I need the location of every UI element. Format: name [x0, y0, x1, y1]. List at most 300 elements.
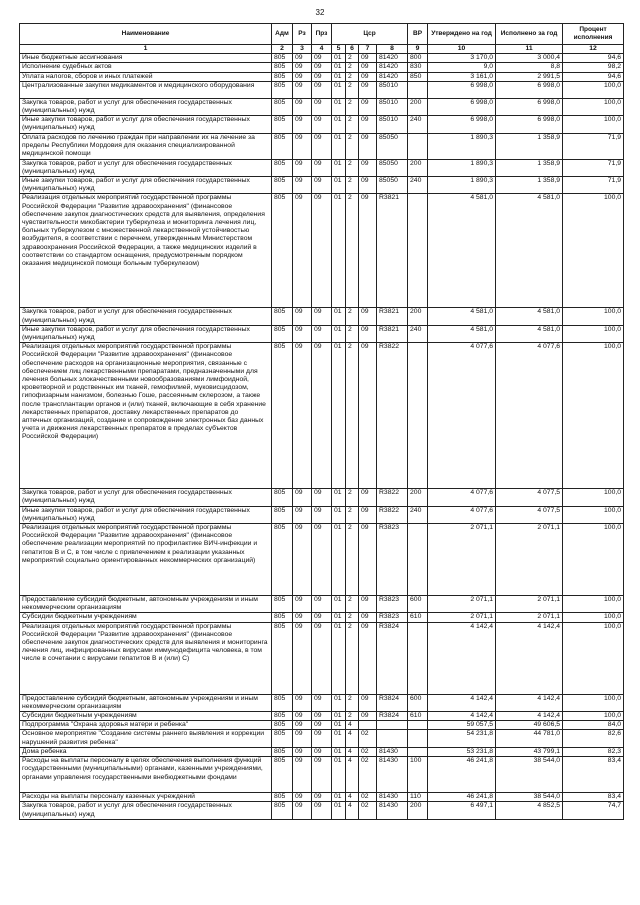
row-adm: 805: [272, 747, 293, 756]
row-csr-event: 09: [359, 343, 377, 489]
header-executed: Исполнено за год: [496, 24, 563, 45]
row-percent: 98,2: [563, 63, 624, 72]
column-number: 5: [332, 45, 346, 54]
table-row: [20, 712, 624, 721]
row-csr-direction: 85050: [377, 177, 408, 194]
row-csr-direction: [377, 730, 408, 747]
row-name: Субсидии бюджетным учреждениям: [20, 712, 272, 721]
row-executed: 4 581,0: [496, 308, 563, 325]
row-percent: 100,0: [563, 596, 624, 613]
row-csr-subprogram: 2: [346, 177, 359, 194]
table-row: [20, 506, 624, 523]
row-prz: 09: [312, 177, 332, 194]
row-csr-direction: R3822: [377, 343, 408, 489]
row-rz: 09: [293, 159, 312, 176]
row-adm: 805: [272, 177, 293, 194]
row-csr-direction: 81430: [377, 757, 408, 793]
row-vr: 100: [408, 757, 428, 793]
row-approved: 4 581,0: [428, 308, 496, 325]
row-rz: 09: [293, 133, 312, 159]
row-csr-subprogram: 2: [346, 159, 359, 176]
row-adm: 805: [272, 730, 293, 747]
row-rz: 09: [293, 596, 312, 613]
row-adm: 805: [272, 98, 293, 115]
row-prz: 09: [312, 489, 332, 506]
row-name: Подпрограмма "Охрана здоровья матери и ребенка": [20, 721, 272, 730]
row-csr-event: [359, 721, 377, 730]
row-csr-direction: 81420: [377, 72, 408, 81]
row-vr: [408, 81, 428, 98]
row-prz: 09: [312, 694, 332, 711]
row-prz: 09: [312, 721, 332, 730]
row-name: Иные закупки товаров, работ и услуг для обеспечения государственных (муниципальных) нужд: [20, 325, 272, 342]
row-percent: 84,0: [563, 721, 624, 730]
row-approved: 4 581,0: [428, 325, 496, 342]
row-executed: 6 998,0: [496, 81, 563, 98]
row-percent: 82,6: [563, 730, 624, 747]
table-row: [20, 694, 624, 711]
table-row: [20, 524, 624, 596]
row-csr-direction: R3821: [377, 194, 408, 308]
row-csr-program: 01: [332, 489, 346, 506]
row-csr-direction: 85050: [377, 159, 408, 176]
row-csr-event: 09: [359, 177, 377, 194]
row-csr-event: 09: [359, 489, 377, 506]
row-vr: 240: [408, 177, 428, 194]
row-name: Реализация отдельных мероприятий государственной программы Российской Федерации "Развитие здравоохранения" (финансовое обеспечение закупок диагностических средств для выявления, определения чувствительности микобактерии туберкулеза и мониторинга лечения лиц, больных туберкулезом с множественной лекарственной устойчивостью возбудителя, в соответствии с перечнем, утвержденным Министерством здравоохранения Российской Федерации, а также медицинских изделий в соответствии со стандартом оснащения, предусмотренным порядком оказания медицинской помощи больным туберкулезом): [20, 194, 272, 308]
column-number: 4: [312, 45, 332, 54]
table-row: [20, 177, 624, 194]
table-row: [20, 98, 624, 115]
row-prz: 09: [312, 622, 332, 694]
row-vr: [408, 622, 428, 694]
row-name: Иные закупки товаров, работ и услуг для обеспечения государственных (муниципальных) нужд: [20, 177, 272, 194]
row-csr-event: 09: [359, 63, 377, 72]
row-csr-direction: 81430: [377, 802, 408, 819]
row-name: Реализация отдельных мероприятий государственной программы Российской Федерации "Развитие здравоохранения" (финансовое обеспечение реализации мероприятий по профилактике ВИЧ-инфекции и гепатитов В и С, в том числе с привлечением к реализации указанных мероприятий социально ориентированных некоммерческих организаций): [20, 524, 272, 596]
row-vr: [408, 194, 428, 308]
row-approved: 54 231,8: [428, 730, 496, 747]
row-csr-direction: R3822: [377, 489, 408, 506]
row-csr-program: 01: [332, 622, 346, 694]
row-name: Закупка товаров, работ и услуг для обеспечения государственных (муниципальных) нужд: [20, 802, 272, 819]
row-vr: 600: [408, 596, 428, 613]
row-executed: 2 991,5: [496, 72, 563, 81]
row-vr: 200: [408, 802, 428, 819]
row-approved: 4 077,6: [428, 489, 496, 506]
row-percent: 83,4: [563, 793, 624, 802]
row-csr-event: 09: [359, 506, 377, 523]
row-csr-subprogram: 2: [346, 524, 359, 596]
row-adm: 805: [272, 721, 293, 730]
row-rz: 09: [293, 343, 312, 489]
row-csr-direction: R3823: [377, 596, 408, 613]
row-approved: 2 071,1: [428, 613, 496, 622]
row-csr-event: 09: [359, 325, 377, 342]
row-vr: [408, 133, 428, 159]
row-vr: [408, 721, 428, 730]
row-executed: 2 071,1: [496, 524, 563, 596]
row-vr: [408, 747, 428, 756]
row-approved: 6 497,1: [428, 802, 496, 819]
row-percent: 100,0: [563, 489, 624, 506]
row-csr-direction: R3824: [377, 622, 408, 694]
row-executed: 1 358,9: [496, 133, 563, 159]
row-approved: 4 077,6: [428, 343, 496, 489]
row-csr-direction: R3824: [377, 712, 408, 721]
row-prz: 09: [312, 343, 332, 489]
row-csr-subprogram: 2: [346, 694, 359, 711]
row-csr-event: 09: [359, 613, 377, 622]
table-row: [20, 72, 624, 81]
row-name: Иные бюджетные ассигнования: [20, 54, 272, 63]
row-executed: 4 581,0: [496, 325, 563, 342]
row-adm: 805: [272, 116, 293, 133]
row-rz: 09: [293, 489, 312, 506]
row-csr-subprogram: 2: [346, 116, 359, 133]
row-percent: 100,0: [563, 712, 624, 721]
row-prz: 09: [312, 116, 332, 133]
row-prz: 09: [312, 730, 332, 747]
row-csr-program: 01: [332, 98, 346, 115]
row-csr-subprogram: 2: [346, 98, 359, 115]
row-csr-direction: 81430: [377, 793, 408, 802]
row-csr-event: 09: [359, 98, 377, 115]
row-csr-program: 01: [332, 613, 346, 622]
row-csr-event: 02: [359, 793, 377, 802]
row-executed: 4 852,5: [496, 802, 563, 819]
row-adm: 805: [272, 506, 293, 523]
row-csr-direction: 85010: [377, 81, 408, 98]
row-adm: 805: [272, 325, 293, 342]
row-prz: 09: [312, 194, 332, 308]
table-row: [20, 194, 624, 308]
row-approved: 4 581,0: [428, 194, 496, 308]
row-rz: 09: [293, 757, 312, 793]
row-csr-direction: R3822: [377, 506, 408, 523]
row-csr-event: 02: [359, 757, 377, 793]
row-name: Расходы на выплаты персоналу в целях обеспечения выполнения функций государственными (муниципальными) органами, казенными учреждениями, органами управления государственными внебюджетными фондами: [20, 757, 272, 793]
row-name: Основное мероприятие "Создание системы раннего выявления и коррекции нарушений развития ребенка": [20, 730, 272, 747]
row-executed: 6 998,0: [496, 116, 563, 133]
row-rz: 09: [293, 325, 312, 342]
row-rz: 09: [293, 712, 312, 721]
row-prz: 09: [312, 72, 332, 81]
row-csr-subprogram: 2: [346, 194, 359, 308]
row-executed: 3 000,4: [496, 54, 563, 63]
row-csr-subprogram: 2: [346, 489, 359, 506]
row-approved: 53 231,8: [428, 747, 496, 756]
row-prz: 09: [312, 63, 332, 72]
row-csr-subprogram: 2: [346, 325, 359, 342]
row-csr-program: 01: [332, 116, 346, 133]
row-csr-event: 09: [359, 72, 377, 81]
column-number: 12: [563, 45, 624, 54]
row-approved: 6 998,0: [428, 81, 496, 98]
row-csr-program: 01: [332, 308, 346, 325]
row-csr-direction: 81420: [377, 63, 408, 72]
row-percent: 71,9: [563, 177, 624, 194]
row-rz: 09: [293, 622, 312, 694]
row-prz: 09: [312, 325, 332, 342]
row-vr: 830: [408, 63, 428, 72]
row-percent: 100,0: [563, 524, 624, 596]
row-csr-event: 09: [359, 159, 377, 176]
header-percent: Процент исполнения: [563, 24, 624, 45]
row-prz: 09: [312, 308, 332, 325]
row-vr: 110: [408, 793, 428, 802]
row-adm: 805: [272, 63, 293, 72]
row-approved: 46 241,8: [428, 757, 496, 793]
row-executed: 38 544,0: [496, 793, 563, 802]
row-adm: 805: [272, 54, 293, 63]
row-name: Закупка товаров, работ и услуг для обеспечения государственных (муниципальных) нужд: [20, 98, 272, 115]
row-approved: 2 071,1: [428, 596, 496, 613]
row-vr: 240: [408, 116, 428, 133]
row-csr-program: 01: [332, 757, 346, 793]
row-rz: 09: [293, 802, 312, 819]
row-rz: 09: [293, 81, 312, 98]
header-csr: Цср: [332, 24, 408, 45]
row-approved: 2 071,1: [428, 524, 496, 596]
row-csr-subprogram: 4: [346, 793, 359, 802]
row-csr-direction: [377, 721, 408, 730]
row-adm: 805: [272, 81, 293, 98]
row-prz: 09: [312, 712, 332, 721]
row-approved: 4 142,4: [428, 694, 496, 711]
row-name: Оплата расходов по лечению граждан при направлении их на лечение за пределы Республики Мордовия для оказания специализированной медицинской помощи: [20, 133, 272, 159]
table-row: [20, 613, 624, 622]
page-number: 32: [315, 8, 325, 17]
row-executed: 4 077,5: [496, 506, 563, 523]
row-adm: 805: [272, 694, 293, 711]
row-csr-subprogram: 2: [346, 506, 359, 523]
row-percent: 100,0: [563, 343, 624, 489]
row-prz: 09: [312, 747, 332, 756]
table-row: [20, 721, 624, 730]
row-adm: 805: [272, 308, 293, 325]
row-executed: 49 606,5: [496, 721, 563, 730]
table-row: [20, 793, 624, 802]
row-csr-direction: R3824: [377, 694, 408, 711]
row-prz: 09: [312, 98, 332, 115]
row-csr-subprogram: 2: [346, 622, 359, 694]
table-row: [20, 325, 624, 342]
row-prz: 09: [312, 159, 332, 176]
row-csr-subprogram: 4: [346, 747, 359, 756]
row-csr-program: 01: [332, 177, 346, 194]
column-number: 3: [293, 45, 312, 54]
row-percent: 100,0: [563, 98, 624, 115]
row-adm: 805: [272, 524, 293, 596]
row-rz: 09: [293, 747, 312, 756]
row-rz: 09: [293, 116, 312, 133]
row-adm: 805: [272, 712, 293, 721]
row-csr-program: 01: [332, 63, 346, 72]
row-csr-subprogram: 2: [346, 133, 359, 159]
row-csr-event: 02: [359, 730, 377, 747]
row-csr-subprogram: 2: [346, 54, 359, 63]
header-approved: Утверждено на год: [428, 24, 496, 45]
row-prz: 09: [312, 793, 332, 802]
row-csr-direction: 85010: [377, 98, 408, 115]
row-approved: 4 142,4: [428, 712, 496, 721]
row-rz: 09: [293, 194, 312, 308]
row-approved: 6 998,0: [428, 98, 496, 115]
table-row: [20, 596, 624, 613]
row-csr-program: 01: [332, 712, 346, 721]
row-adm: 805: [272, 802, 293, 819]
table-row: [20, 159, 624, 176]
row-approved: 1 890,3: [428, 177, 496, 194]
table-header: [20, 24, 624, 54]
row-csr-event: 09: [359, 54, 377, 63]
table-body: [20, 54, 624, 820]
column-number: 6: [346, 45, 359, 54]
row-prz: 09: [312, 802, 332, 819]
budget-table: [19, 23, 624, 820]
row-executed: 4 077,6: [496, 343, 563, 489]
row-csr-program: 01: [332, 747, 346, 756]
row-prz: 09: [312, 54, 332, 63]
row-executed: 4 077,5: [496, 489, 563, 506]
row-rz: 09: [293, 98, 312, 115]
row-csr-subprogram: 2: [346, 712, 359, 721]
row-rz: 09: [293, 524, 312, 596]
row-percent: 100,0: [563, 308, 624, 325]
column-number: 8: [377, 45, 408, 54]
row-executed: 2 071,1: [496, 596, 563, 613]
column-number: 2: [272, 45, 293, 54]
row-adm: 805: [272, 622, 293, 694]
row-vr: 240: [408, 325, 428, 342]
row-csr-subprogram: 2: [346, 72, 359, 81]
row-percent: 100,0: [563, 325, 624, 342]
table-row: [20, 343, 624, 489]
row-approved: 46 241,8: [428, 793, 496, 802]
row-percent: 100,0: [563, 194, 624, 308]
row-vr: 200: [408, 308, 428, 325]
table-row: [20, 622, 624, 694]
row-vr: 200: [408, 159, 428, 176]
row-csr-subprogram: 4: [346, 730, 359, 747]
row-csr-event: 09: [359, 81, 377, 98]
row-prz: 09: [312, 757, 332, 793]
row-rz: 09: [293, 72, 312, 81]
row-vr: 610: [408, 613, 428, 622]
row-approved: 1 890,3: [428, 133, 496, 159]
row-csr-direction: 81420: [377, 54, 408, 63]
row-csr-direction: 85050: [377, 133, 408, 159]
column-number: 7: [359, 45, 377, 54]
row-csr-program: 01: [332, 72, 346, 81]
row-adm: 805: [272, 194, 293, 308]
row-rz: 09: [293, 54, 312, 63]
row-percent: 100,0: [563, 613, 624, 622]
row-csr-direction: 81430: [377, 747, 408, 756]
row-rz: 09: [293, 730, 312, 747]
row-vr: 200: [408, 98, 428, 115]
row-name: Предоставление субсидий бюджетным, автономным учреждениям и иным некоммерческим организациям: [20, 596, 272, 613]
column-number: 1: [20, 45, 272, 54]
row-rz: 09: [293, 613, 312, 622]
row-csr-program: 01: [332, 133, 346, 159]
row-percent: 94,6: [563, 54, 624, 63]
table-row: [20, 730, 624, 747]
row-rz: 09: [293, 721, 312, 730]
row-csr-program: 01: [332, 596, 346, 613]
row-prz: 09: [312, 506, 332, 523]
row-executed: 43 799,1: [496, 747, 563, 756]
row-vr: [408, 524, 428, 596]
header-adm: Адм: [272, 24, 293, 45]
row-csr-program: 01: [332, 802, 346, 819]
row-executed: 2 071,1: [496, 613, 563, 622]
header-rz: Рз: [293, 24, 312, 45]
row-percent: 71,9: [563, 159, 624, 176]
row-percent: 100,0: [563, 694, 624, 711]
row-csr-program: 01: [332, 325, 346, 342]
column-number: 11: [496, 45, 563, 54]
row-name: Закупка товаров, работ и услуг для обеспечения государственных (муниципальных) нужд: [20, 489, 272, 506]
row-approved: 4 142,4: [428, 622, 496, 694]
row-csr-event: 09: [359, 694, 377, 711]
row-vr: 610: [408, 712, 428, 721]
row-vr: 800: [408, 54, 428, 63]
header-prz: Прз: [312, 24, 332, 45]
row-executed: 4 581,0: [496, 194, 563, 308]
row-csr-program: 01: [332, 159, 346, 176]
row-name: Иные закупки товаров, работ и услуг для обеспечения государственных (муниципальных) нужд: [20, 116, 272, 133]
row-vr: [408, 730, 428, 747]
table-row: [20, 308, 624, 325]
table-row: [20, 747, 624, 756]
row-adm: 805: [272, 757, 293, 793]
row-percent: 100,0: [563, 506, 624, 523]
row-csr-event: 09: [359, 596, 377, 613]
row-percent: 100,0: [563, 622, 624, 694]
row-percent: 74,7: [563, 802, 624, 819]
row-csr-event: 09: [359, 622, 377, 694]
row-csr-program: 01: [332, 343, 346, 489]
row-prz: 09: [312, 133, 332, 159]
table-row: [20, 757, 624, 793]
row-csr-program: 01: [332, 694, 346, 711]
row-approved: 1 890,3: [428, 159, 496, 176]
row-prz: 09: [312, 613, 332, 622]
column-numbers-row: [20, 45, 624, 54]
row-percent: 83,4: [563, 757, 624, 793]
row-csr-subprogram: 4: [346, 721, 359, 730]
row-adm: 805: [272, 793, 293, 802]
row-csr-program: 01: [332, 506, 346, 523]
row-approved: 59 057,5: [428, 721, 496, 730]
row-approved: 9,0: [428, 63, 496, 72]
row-percent: 82,3: [563, 747, 624, 756]
row-rz: 09: [293, 177, 312, 194]
row-adm: 805: [272, 596, 293, 613]
row-csr-program: 01: [332, 721, 346, 730]
row-rz: 09: [293, 694, 312, 711]
row-executed: 4 142,4: [496, 694, 563, 711]
row-csr-subprogram: 4: [346, 802, 359, 819]
row-name: Закупка товаров, работ и услуг для обеспечения государственных (муниципальных) нужд: [20, 159, 272, 176]
row-executed: 8,8: [496, 63, 563, 72]
row-adm: 805: [272, 489, 293, 506]
row-csr-subprogram: 4: [346, 757, 359, 793]
row-executed: 4 142,4: [496, 712, 563, 721]
row-csr-event: 09: [359, 133, 377, 159]
